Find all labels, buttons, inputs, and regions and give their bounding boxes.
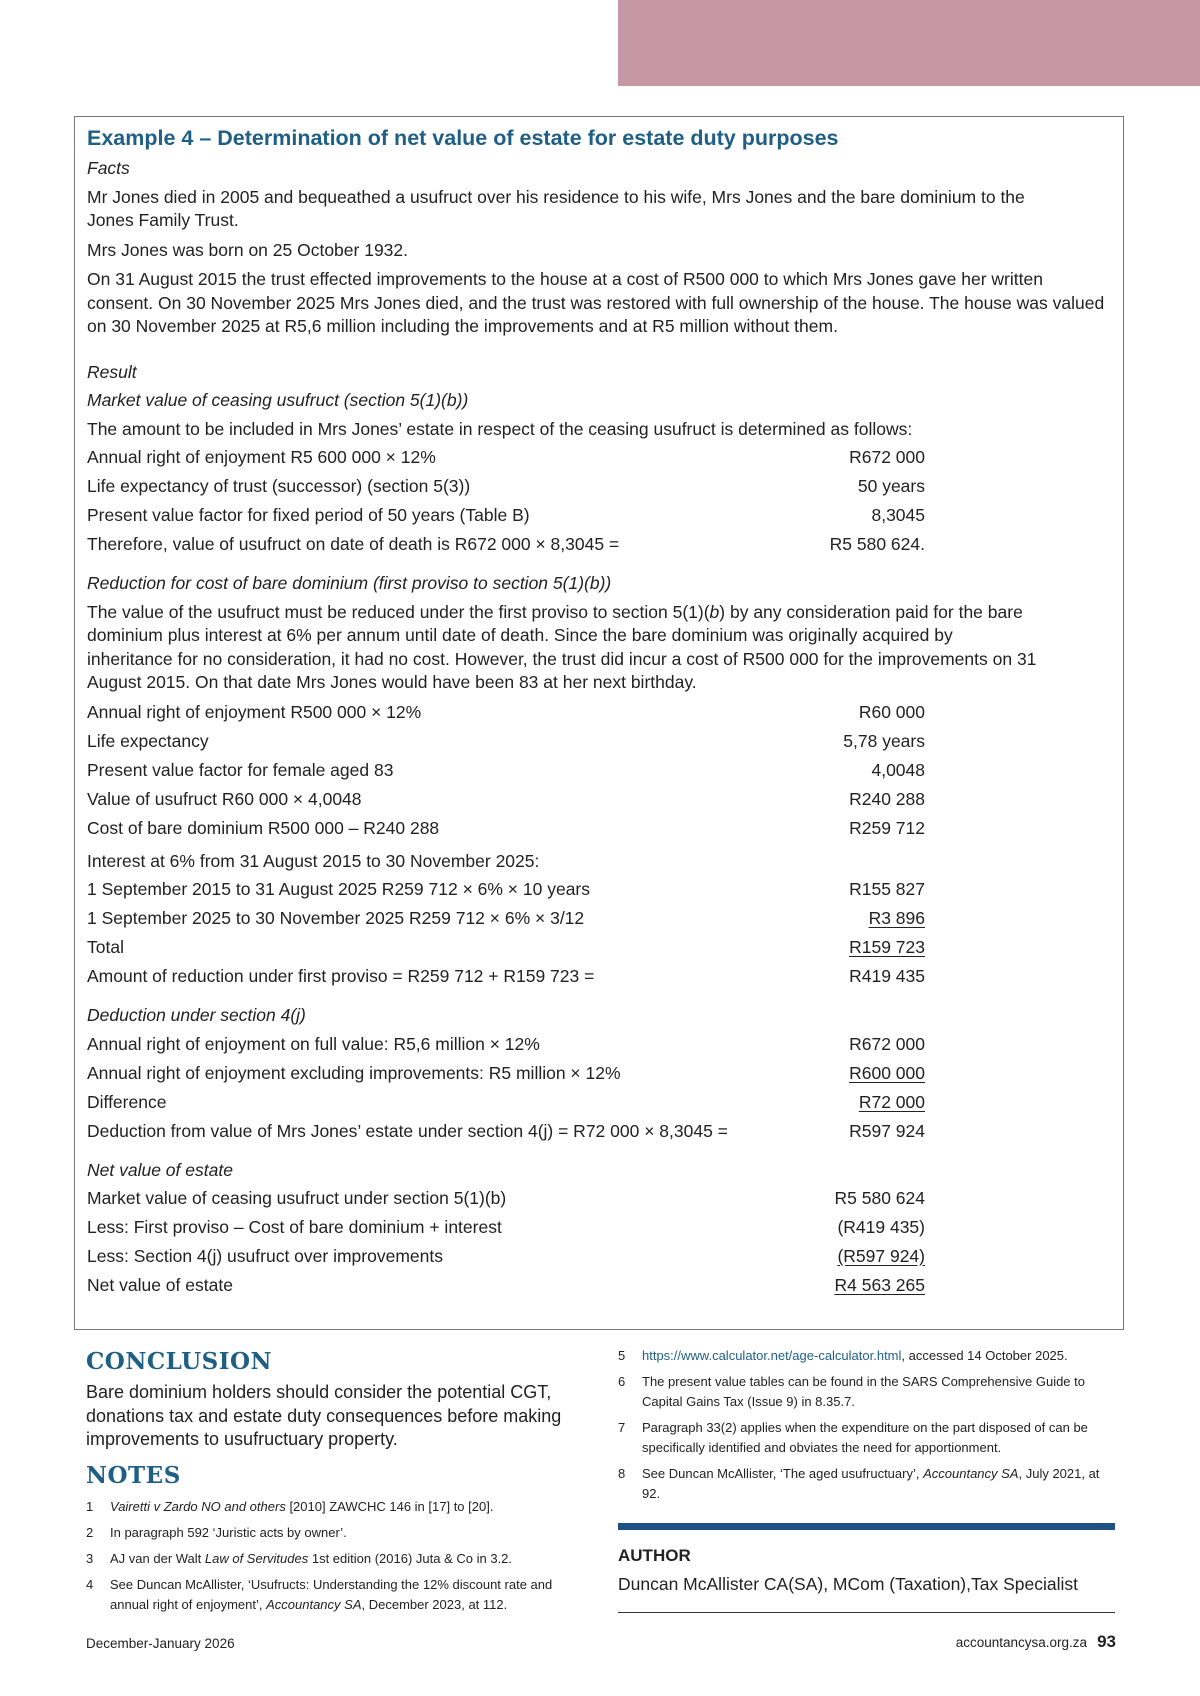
calc-row (87, 1187, 925, 1211)
calc-value: R4 563 265 (834, 1275, 925, 1295)
calc-row (87, 1033, 925, 1057)
calc-row (87, 1274, 925, 1298)
facts-paragraph: Mr Jones died in 2005 and bequeathed a usufruct over his residence to his wife, Mrs Jones and the bare dominium to the Jones Family Trust. (87, 186, 1025, 230)
right-column (618, 1346, 1118, 1510)
example-box (74, 116, 1124, 1330)
calc-label: Deduction from value of Mrs Jones’ estate under section 4(j) = R72 000 × 8,3045 = (87, 1120, 728, 1141)
calc-label: Value of usufruct R60 000 × 4,0048 (87, 788, 362, 809)
note-item: 1 Vairetti v Zardo NO and others [2010] ZAWCHC 146 in [17] to [20]. (86, 1498, 494, 1514)
calc-row (87, 1062, 925, 1086)
calc-value: 4,0048 (871, 759, 925, 780)
calc-row (87, 475, 925, 499)
calc-row (87, 907, 925, 931)
calc-value: R5 580 624 (834, 1188, 925, 1208)
section-label: Reduction for cost of bare dominium (first proviso to section 5(1)(b)) (87, 573, 612, 593)
note-item: 7 Paragraph 33(2) applies when the expenditure on the part disposed of can be specifically identified and obviates the need for apportionment. (618, 1420, 1088, 1455)
calc-label: Net value of estate (87, 1275, 233, 1295)
calc-value: R600 000 (849, 1062, 925, 1083)
calc-row (87, 788, 925, 812)
calc-label: Difference (87, 1091, 167, 1112)
calc-value: R419 435 (849, 966, 925, 986)
calc-label: 1 September 2015 to 31 August 2025 R259 712 × 6% × 10 years (87, 879, 591, 899)
calc-row (87, 701, 925, 725)
left-column (86, 1348, 586, 1621)
note-link[interactable]: https://www.calculator.net/age-calculator.html (642, 1348, 902, 1363)
section-paragraph: The value of the usufruct must be reduced under the first proviso to section 5(1)(b) by any consideration paid for the bare dominium plus interest at 6% per annum until date of death. Since the bare dominium was originally acquired by inheritance for no consideration, it had no cost. However, the trust did incur a cost of R500 000 for the improvements on 31 August 2015. On that date Mrs Jones would have been 83 at her next birthday. (87, 601, 1037, 692)
calc-label: Less: First proviso – Cost of bare dominium + interest (87, 1217, 502, 1237)
note-item: 5 https://www.calculator.net/age-calculator.html, accessed 14 October 2025. (618, 1348, 1068, 1363)
calc-row (87, 1120, 925, 1144)
calc-value: 8,3045 (871, 505, 925, 525)
calc-value: 50 years (857, 476, 925, 496)
calc-label: Annual right of enjoyment on full value: R5,6 million × 12% (87, 1033, 540, 1054)
interest-label: Interest at 6% from 31 August 2015 to 30 November 2025: (87, 850, 540, 871)
calc-value: R672 000 (849, 447, 925, 467)
calc-value: R5 580 624. (829, 534, 925, 554)
calc-row (87, 936, 925, 960)
author-divider (618, 1523, 1115, 1530)
calc-row (87, 446, 925, 470)
calc-row (87, 1216, 925, 1240)
calc-value: R155 827 (849, 879, 925, 899)
calc-label: Less: Section 4(j) usufruct over improvements (87, 1246, 443, 1266)
calc-value: 5,78 years (843, 730, 925, 751)
notes-heading: NOTES (86, 1461, 181, 1489)
calc-label: Amount of reduction under first proviso = R259 712 + R159 723 = (87, 966, 595, 986)
section-label: Market value of ceasing usufruct (section 5(1)(b)) (87, 390, 469, 410)
note-item: 8 See Duncan McAllister, ‘The aged usufructuary’, Accountancy SA, July 2021, at 92. (618, 1466, 1100, 1501)
calc-row (87, 504, 925, 528)
author-name: Duncan McAllister CA(SA), MCom (Taxation),Tax Specialist (618, 1574, 1078, 1594)
calc-label: Present value factor for fixed period of 50 years (Table B) (87, 505, 530, 525)
calc-row (87, 878, 925, 902)
calc-row (87, 1091, 925, 1115)
calc-value: R72 000 (858, 1091, 925, 1112)
facts-label: Facts (87, 158, 130, 178)
calc-row (87, 533, 925, 557)
calc-row (87, 730, 925, 754)
calc-value: R672 000 (849, 1033, 925, 1054)
calc-value: R3 896 (868, 908, 925, 928)
result-label: Result (87, 361, 137, 382)
calc-value: (R419 435) (837, 1217, 925, 1237)
note-item: 2 In paragraph 592 ‘Juristic acts by owner’. (86, 1524, 347, 1540)
calc-label: Cost of bare dominium R500 000 – R240 288 (87, 817, 440, 838)
decorative-corner-band (618, 0, 1200, 86)
calc-label: Therefore, value of usufruct on date of death is R672 000 × 8,3045 = (87, 534, 620, 554)
note-item: 6 The present value tables can be found in the SARS Comprehensive Guide to Capital Gains Tax (Issue 9) in 8.35.7. (618, 1374, 1085, 1409)
calc-label: Total (87, 937, 124, 957)
section-label: Net value of estate (87, 1159, 233, 1180)
calc-label: Annual right of enjoyment R5 600 000 × 12% (87, 447, 436, 467)
calc-value: R159 723 (849, 937, 925, 957)
calc-row (87, 759, 925, 783)
calc-label: Annual right of enjoyment excluding improvements: R5 million × 12% (87, 1062, 621, 1083)
conclusion-heading: CONCLUSION (86, 1348, 273, 1375)
footer-site[interactable]: accountancysa.org.za (955, 1635, 1088, 1650)
calc-label: 1 September 2025 to 30 November 2025 R259 712 × 6% × 3/12 (87, 908, 585, 928)
calc-row (87, 817, 925, 841)
calc-label: Life expectancy (87, 730, 209, 751)
calc-value: R259 712 (849, 817, 925, 838)
page-number: 93 (1097, 1632, 1116, 1651)
conclusion-text: Bare dominium holders should consider the potential CGT, donations tax and estate duty consequences before making improvements to usufructuary property. (86, 1382, 562, 1449)
calc-value: R60 000 (858, 701, 925, 722)
section-intro: The amount to be included in Mrs Jones’ estate in respect of the ceasing usufruct is determined as follows: (87, 418, 913, 439)
note-item: 4 See Duncan McAllister, ‘Usufructs: Understanding the 12% discount rate and annual right of enjoyment’, Accountancy SA, December 2023, at 112. (86, 1576, 553, 1612)
calc-value: (R597 924) (837, 1246, 925, 1266)
calc-value: R597 924 (849, 1120, 925, 1141)
author-rule (618, 1612, 1115, 1613)
section-label: Deduction under section 4(j) (87, 1005, 306, 1025)
calc-label: Annual right of enjoyment R500 000 × 12% (87, 701, 422, 722)
calc-row (87, 1245, 925, 1269)
footer-right (956, 1632, 1116, 1652)
calc-label: Market value of ceasing usufruct under section 5(1)(b) (87, 1188, 507, 1208)
facts-paragraph: Mrs Jones was born on 25 October 1932. (87, 239, 409, 260)
calc-row (87, 965, 925, 989)
note-item: 3 AJ van der Walt Law of Servitudes 1st edition (2016) Juta & Co in 3.2. (86, 1550, 513, 1566)
footer-date: December-January 2026 (86, 1636, 235, 1651)
calc-label: Present value factor for female aged 83 (87, 759, 394, 780)
facts-paragraph: On 31 August 2015 the trust effected improvements to the house at a cost of R500 000 to which Mrs Jones gave her written consent. On 30 November 2025 Mrs Jones died, and the trust was restored with full ownership of the house. The house was valued on 30 November 2025 at R5,6 million including the improvements and at R5 million without them. (87, 269, 1105, 336)
author-heading: AUTHOR (618, 1546, 691, 1565)
calc-label: Life expectancy of trust (successor) (section 5(3)) (87, 476, 471, 496)
example-title: Example 4 – Determination of net value of estate for estate duty purposes (87, 126, 839, 150)
calc-value: R240 288 (849, 788, 925, 809)
